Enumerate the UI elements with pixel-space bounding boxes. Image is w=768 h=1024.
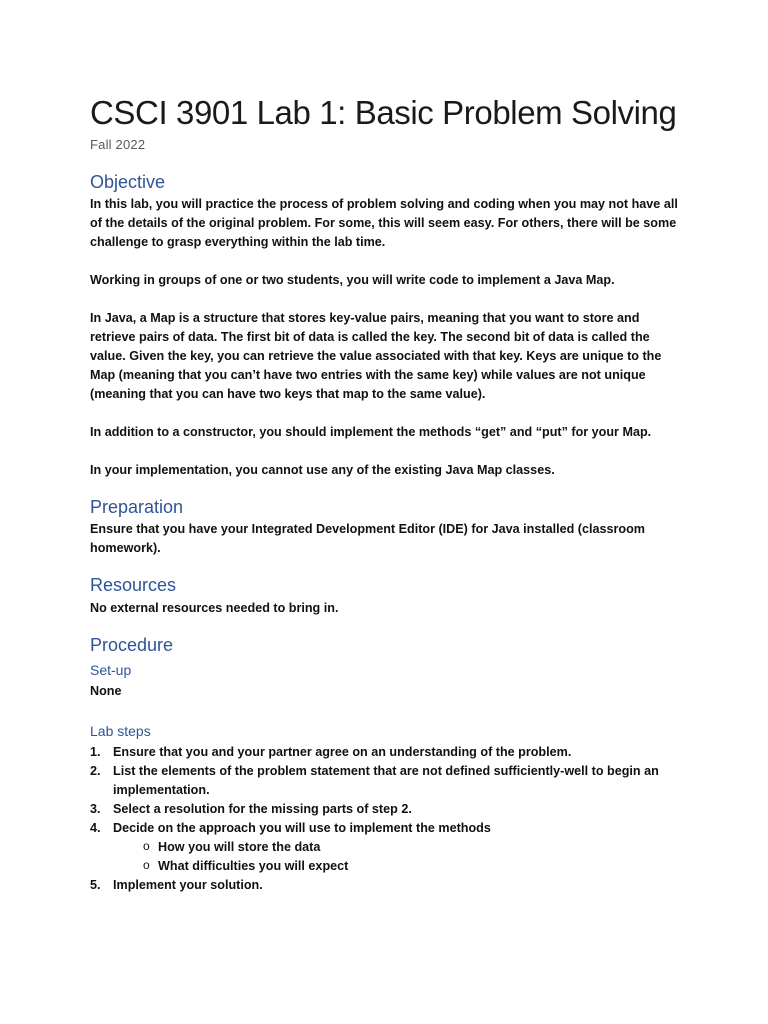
preparation-text: Ensure that you have your Integrated Development Editor (IDE) for Java installed (classroom homework).: [90, 522, 645, 555]
document-title: CSCI 3901 Lab 1: Basic Problem Solving: [90, 94, 677, 131]
objective-paragraph-3: In Java, a Map is a structure that stores key-value pairs, meaning that you want to store and retrieve pairs of data. The first bit of data is called the key. The second bit of data is called the value. Given the key, you can retrieve the value associated with that key. Keys are unique to the Map (meaning that you can’t have two entries with the same key) while values are not unique (meaning that you can have two keys that map to the same value).: [90, 311, 662, 401]
list-item: 3. Select a resolution for the missing parts of step 2.: [90, 802, 412, 816]
list-item: 5. Implement your solution.: [90, 878, 263, 892]
list-item: 2. List the elements of the problem statement that are not defined sufficiently-well to begin an implementation.: [90, 764, 659, 797]
objective-paragraph-5: In your implementation, you cannot use any of the existing Java Map classes.: [90, 463, 555, 477]
setup-heading: Set-up: [90, 662, 132, 678]
setup-text: None: [90, 684, 122, 698]
objective-paragraph-2: Working in groups of one or two students, you will write code to implement a Java Map.: [90, 273, 615, 287]
objective-heading: Objective: [90, 172, 166, 192]
objective-paragraph-4: In addition to a constructor, you should implement the methods “get” and “put” for your Map.: [90, 425, 652, 439]
substeps-list: [90, 838, 680, 876]
sublist-container: [90, 838, 680, 876]
list-item: o What difficulties you will expect: [143, 858, 349, 873]
list-item: 4. Decide on the approach you will use to implement the methods: [90, 821, 491, 835]
resources-heading: Resources: [90, 575, 177, 595]
hollow-bullet-icon: o: [143, 858, 150, 872]
procedure-heading: Procedure: [90, 635, 174, 655]
document-subtitle: Fall 2022: [90, 137, 146, 152]
list-item: 1. Ensure that you and your partner agree on an understanding of the problem.: [90, 745, 572, 759]
objective-paragraph-1: In this lab, you will practice the process of problem solving and coding when you may not have all of the details of the original problem. For some, this will seem easy. For others, there will be some challenge to grasp everything within the lab time.: [90, 197, 678, 249]
hollow-bullet-icon: o: [143, 839, 150, 853]
lab-steps-heading: Lab steps: [90, 723, 151, 739]
lab-steps-list: [90, 743, 680, 895]
list-item: o How you will store the data: [143, 839, 321, 854]
resources-text: No external resources needed to bring in.: [90, 601, 339, 615]
preparation-heading: Preparation: [90, 497, 184, 517]
